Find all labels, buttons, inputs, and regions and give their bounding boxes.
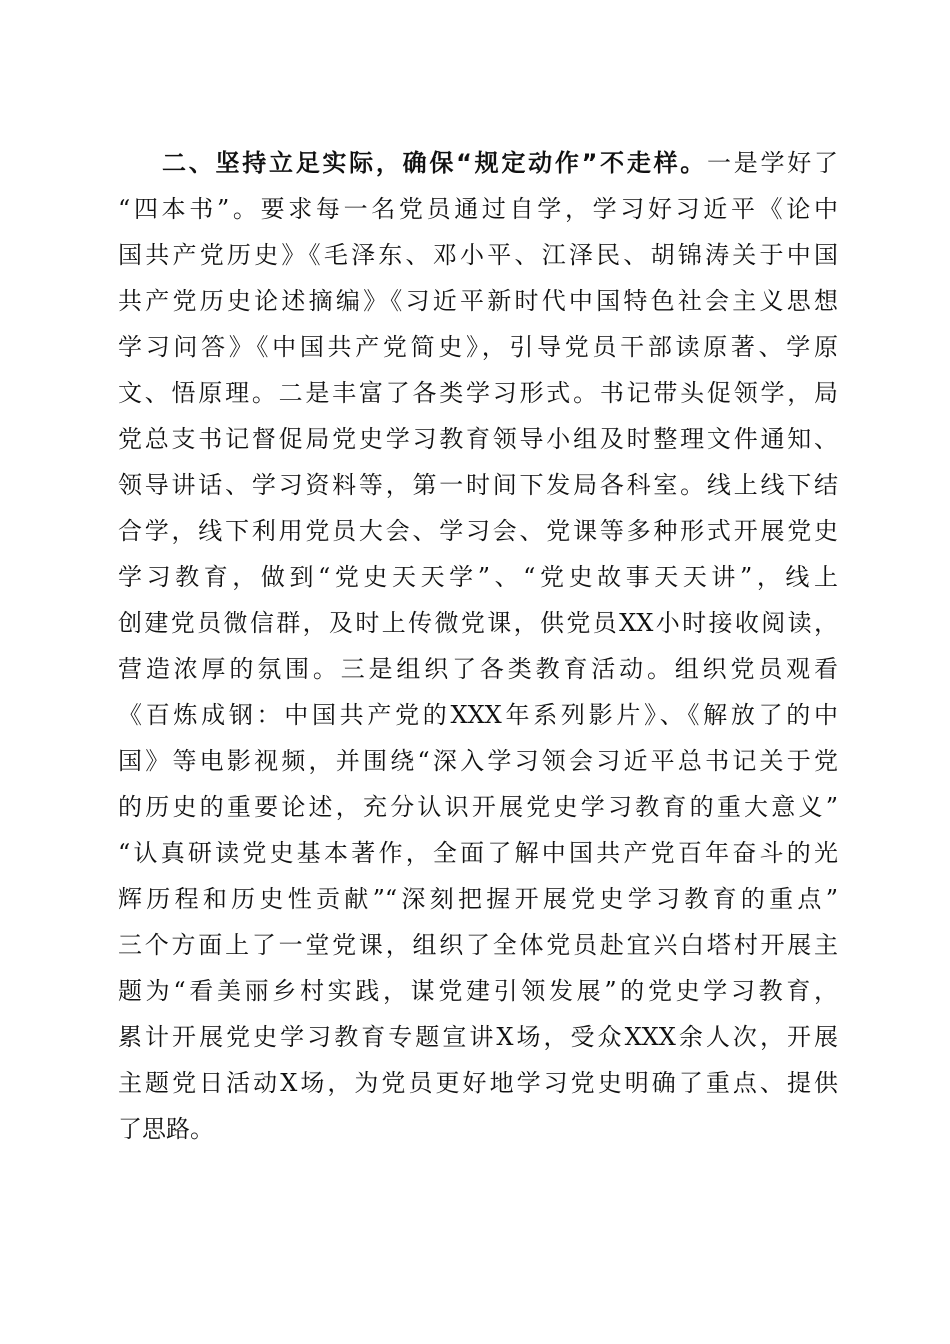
paragraph-line: 合学，线下利用党员大会、学习会、党课等多种形式开展党史	[118, 517, 838, 545]
body-paragraph	[118, 140, 838, 1152]
paragraph-line: 主题党日活动X场，为党员更好地学习党史明确了重点、提供	[118, 1069, 838, 1097]
paragraph-line: 三个方面上了一堂党课，组织了全体党员赴宜兴白塔村开展主	[118, 931, 838, 959]
paragraph-line	[118, 140, 838, 186]
paragraph-line: 党总支书记督促局党史学习教育领导小组及时整理文件通知、	[118, 425, 838, 453]
paragraph-line: “认真研读党史基本著作，全面了解中国共产党百年奋斗的光	[118, 839, 838, 867]
paragraph-line: 领导讲话、学习资料等，第一时间下发局各科室。线上线下结	[118, 471, 838, 499]
paragraph-line: 创建党员微信群，及时上传微党课，供党员XX小时接收阅读，	[118, 609, 838, 637]
paragraph-line: 国共产党历史》《毛泽东、邓小平、江泽民、胡锦涛关于中国	[118, 241, 838, 269]
paragraph-line: 的历史的重要论述，充分认识开展党史学习教育的重大意义”	[118, 793, 838, 821]
paragraph-line: “四本书”。要求每一名党员通过自学，学习好习近平《论中	[118, 195, 838, 223]
line-text: 一是学好了	[707, 149, 838, 177]
paragraph-line: 《百炼成钢：中国共产党的XXX年系列影片》、《解放了的中	[118, 701, 838, 729]
paragraph-line: 题为“看美丽乡村实践，谋党建引领发展”的党史学习教育，	[118, 977, 838, 1005]
paragraph-line: 共产党历史论述摘编》《习近平新时代中国特色社会主义思想	[118, 287, 838, 315]
section-heading: 二、坚持立足实际，确保“规定动作”不走样。	[162, 149, 708, 177]
paragraph-line: 营造浓厚的氛围。三是组织了各类教育活动。组织党员观看	[118, 655, 838, 683]
paragraph-line: 累计开展党史学习教育专题宣讲X场，受众XXX余人次，开展	[118, 1023, 838, 1051]
paragraph-line: 学习教育，做到“党史天天学”、“党史故事天天讲”，线上	[118, 563, 838, 591]
paragraph-line: 学习问答》《中国共产党简史》，引导党员干部读原著、学原	[118, 333, 838, 361]
paragraph-line: 了思路。	[118, 1115, 214, 1143]
paragraph-line: 国》等电影视频，并围绕“深入学习领会习近平总书记关于党	[118, 747, 838, 775]
paragraph-line: 文、悟原理。二是丰富了各类学习形式。书记带头促领学，局	[118, 379, 838, 407]
paragraph-line: 辉历程和历史性贡献”“深刻把握开展党史学习教育的重点”	[118, 885, 838, 913]
